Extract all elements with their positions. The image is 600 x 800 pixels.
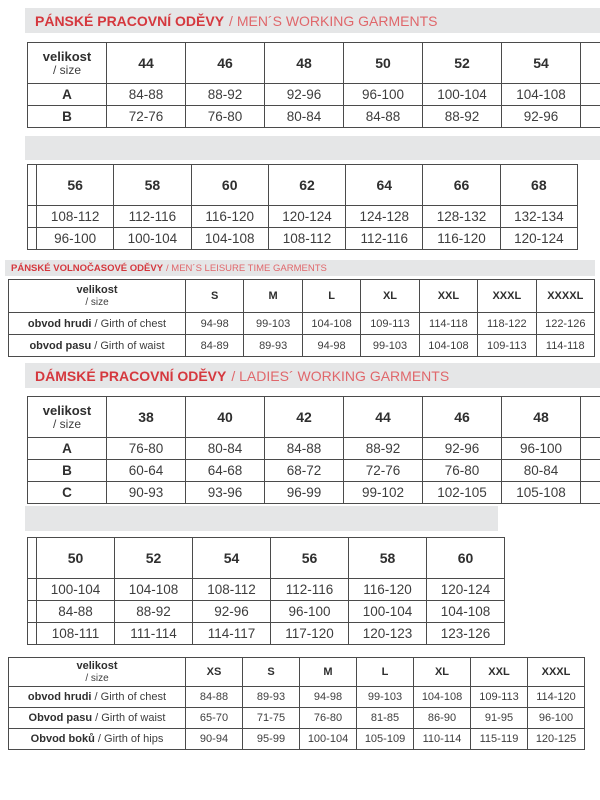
- section-title-rest: / LADIES´ WORKING GARMENTS: [231, 367, 450, 384]
- row-label-bold: obvod hrudi: [27, 317, 92, 330]
- size-column-header: L: [302, 280, 360, 313]
- size-range-cell: 94-98: [300, 687, 357, 708]
- table-header: [9, 658, 585, 687]
- size-label-line: velikost: [42, 49, 92, 64]
- size-range-cell: 88-92: [423, 106, 502, 128]
- size-range-cell: 111-114: [115, 623, 193, 645]
- cut-column-sliver: [28, 601, 37, 623]
- section-title-bold: DÁMSKÉ PRACOVNÍ ODĚVY: [35, 367, 227, 384]
- table-row: [28, 460, 600, 482]
- size-label-header: [28, 43, 107, 84]
- size-range-cell: 84-88: [265, 438, 344, 460]
- size-column-header: 62: [268, 165, 345, 206]
- table-header: [28, 397, 600, 438]
- size-range-cell: 112-116: [346, 228, 423, 250]
- size-range-cell: 95-99: [243, 729, 300, 750]
- size-column-header: 48: [502, 397, 581, 438]
- size-range-cell: 115-119: [471, 729, 528, 750]
- row-label-rest: / Girth of chest: [91, 691, 167, 703]
- size-range-cell: 96-100: [344, 84, 423, 106]
- size-range-cell: 99-103: [244, 313, 302, 335]
- size-column-header: 60: [191, 165, 268, 206]
- row-label-rest: / Girth of chest: [91, 317, 167, 330]
- mens-working-sizes-table-56-68: [27, 164, 578, 250]
- size-column-header: 68: [500, 165, 577, 206]
- ladies-working-table-1-clip: [27, 396, 600, 504]
- size-column-header: XXL: [471, 658, 528, 687]
- size-column-header: XXXXL: [536, 280, 594, 313]
- size-range-cell: 123-126: [427, 623, 505, 645]
- size-label-line: velikost: [76, 284, 118, 296]
- size-range-cell: 99-102: [344, 482, 423, 504]
- mens-working-sizes-table-44-54: [27, 42, 600, 128]
- section-title-bold: PÁNSKÉ PRACOVNÍ ODĚVY: [35, 12, 225, 29]
- size-range-cell: 84-89: [186, 335, 244, 357]
- size-column-header: XXXL: [478, 280, 536, 313]
- table-header: [28, 165, 578, 206]
- separator-band-mens: [25, 136, 600, 160]
- table-row: [9, 687, 585, 708]
- size-range-cell: 76-80: [300, 708, 357, 729]
- size-range-cell: 96-100: [271, 601, 349, 623]
- size-range-cell: 96-100: [502, 438, 581, 460]
- size-range-cell: 84-88: [186, 687, 243, 708]
- ladies-working-sizes-table-50-60: [27, 537, 505, 645]
- size-label-line: / size: [52, 417, 81, 431]
- size-column-header: 58: [349, 538, 427, 579]
- size-range-cell: 120-125: [528, 729, 585, 750]
- size-range-cell: 117-120: [271, 623, 349, 645]
- mens-leisure-sizes-table: [8, 279, 595, 357]
- size-range-cell: 110-114: [414, 729, 471, 750]
- size-range-cell: 60-64: [107, 460, 186, 482]
- table-row: [28, 438, 600, 460]
- row-label: B: [28, 106, 107, 128]
- size-range-cell: 100-104: [349, 601, 427, 623]
- size-range-cell: 65-70: [186, 708, 243, 729]
- size-range-cell: 84-88: [107, 84, 186, 106]
- table-body: [28, 84, 600, 128]
- size-range-cell: 100-104: [300, 729, 357, 750]
- size-range-cell: 76-80: [186, 106, 265, 128]
- size-range-cell: 116-120: [349, 579, 427, 601]
- section-title-ladies-working: [25, 363, 600, 388]
- size-range-cell: 122-126: [536, 313, 594, 335]
- table-row: [28, 106, 600, 128]
- size-range-cell: 88-92: [186, 84, 265, 106]
- cut-column-sliver: [28, 623, 37, 645]
- size-range-cell: 104-108: [419, 335, 477, 357]
- row-label: [9, 313, 186, 335]
- size-range-cell: 96-100: [528, 708, 585, 729]
- size-column-header: XXL: [419, 280, 477, 313]
- separator-band-ladies: [25, 506, 498, 531]
- size-range-cell: 81-85: [357, 708, 414, 729]
- size-range-cell: 91-95: [471, 708, 528, 729]
- size-column-header: M: [244, 280, 302, 313]
- size-range-cell: 100-104: [114, 228, 191, 250]
- size-range-cell: 120-123: [349, 623, 427, 645]
- size-column-header: XXXL: [528, 658, 585, 687]
- header-row: [28, 43, 600, 84]
- size-range-cell: 99-103: [357, 687, 414, 708]
- size-range-cell: 93-96: [186, 482, 265, 504]
- row-label-rest: / Girth of waist: [92, 712, 166, 724]
- size-range-cell: 114-118: [536, 335, 594, 357]
- cut-column-partial: [581, 460, 600, 482]
- cut-column-sliver: [28, 165, 37, 206]
- size-range-cell: 102-105: [423, 482, 502, 504]
- size-range-cell: 68-72: [265, 460, 344, 482]
- cut-column-partial: [581, 397, 600, 438]
- row-label-bold: Obvod pasu: [28, 712, 93, 724]
- ladies-measurements-table: [8, 657, 585, 750]
- size-range-cell: 112-116: [271, 579, 349, 601]
- size-column-header: 58: [114, 165, 191, 206]
- size-range-cell: 104-108: [302, 313, 360, 335]
- size-range-cell: 116-120: [423, 228, 500, 250]
- size-range-cell: 104-108: [427, 601, 505, 623]
- header-row: [28, 538, 505, 579]
- size-range-cell: 84-88: [344, 106, 423, 128]
- size-range-cell: 104-108: [414, 687, 471, 708]
- size-range-cell: 90-93: [107, 482, 186, 504]
- table-row: [28, 482, 600, 504]
- size-column-header: 46: [423, 397, 502, 438]
- size-column-header: 44: [344, 397, 423, 438]
- size-range-cell: 109-113: [478, 335, 536, 357]
- size-label-header: [9, 658, 186, 687]
- table-row: [9, 729, 585, 750]
- size-column-header: 56: [37, 165, 114, 206]
- cut-column-sliver: [28, 228, 37, 250]
- row-label: [9, 729, 186, 750]
- size-range-cell: 99-103: [361, 335, 419, 357]
- size-range-cell: 90-94: [186, 729, 243, 750]
- size-range-cell: 120-124: [268, 206, 345, 228]
- size-column-header: 52: [423, 43, 502, 84]
- header-row: [28, 165, 578, 206]
- ladies-working-sizes-table-38-48: [27, 396, 600, 504]
- size-range-cell: 71-75: [243, 708, 300, 729]
- size-range-cell: 72-76: [107, 106, 186, 128]
- size-column-header: 52: [115, 538, 193, 579]
- size-column-header: 56: [271, 538, 349, 579]
- size-range-cell: 92-96: [193, 601, 271, 623]
- size-column-header: XL: [361, 280, 419, 313]
- row-label-bold: obvod hrudi: [27, 691, 92, 703]
- row-label-rest: / Girth of hips: [94, 733, 164, 745]
- row-label: [9, 335, 186, 357]
- cut-column-partial: [581, 438, 600, 460]
- size-range-cell: 104-108: [191, 228, 268, 250]
- size-range-cell: 64-68: [186, 460, 265, 482]
- table-row: [9, 335, 595, 357]
- size-column-header: 50: [344, 43, 423, 84]
- size-column-header: 38: [107, 397, 186, 438]
- size-label-line: / size: [52, 63, 81, 77]
- size-range-cell: 96-100: [37, 228, 114, 250]
- table-row: [28, 206, 578, 228]
- table-row: [28, 228, 578, 250]
- size-column-header: 48: [265, 43, 344, 84]
- row-label: C: [28, 482, 107, 504]
- table-body: [28, 579, 505, 645]
- row-label-bold: obvod pasu: [29, 339, 92, 352]
- size-range-cell: 114-120: [528, 687, 585, 708]
- size-range-cell: 88-92: [344, 438, 423, 460]
- size-range-cell: 109-113: [471, 687, 528, 708]
- size-range-cell: 124-128: [346, 206, 423, 228]
- size-range-cell: 114-117: [193, 623, 271, 645]
- size-range-cell: 105-109: [357, 729, 414, 750]
- size-range-cell: 104-108: [115, 579, 193, 601]
- size-range-cell: 84-88: [37, 601, 115, 623]
- table-header: [28, 538, 505, 579]
- size-range-cell: 108-112: [37, 206, 114, 228]
- size-column-header: 60: [427, 538, 505, 579]
- header-row: [28, 397, 600, 438]
- table-row: [9, 313, 595, 335]
- size-range-cell: 112-116: [114, 206, 191, 228]
- size-range-cell: 100-104: [37, 579, 115, 601]
- size-range-cell: 86-90: [414, 708, 471, 729]
- size-range-cell: 96-99: [265, 482, 344, 504]
- size-range-cell: 105-108: [502, 482, 581, 504]
- size-range-cell: 118-122: [478, 313, 536, 335]
- header-row: [9, 658, 585, 687]
- size-range-cell: 80-84: [186, 438, 265, 460]
- row-label-bold: Obvod boků: [30, 733, 95, 745]
- table-row: [28, 623, 505, 645]
- size-range-cell: 72-76: [344, 460, 423, 482]
- size-column-header: S: [243, 658, 300, 687]
- size-column-header: XL: [414, 658, 471, 687]
- cut-column-sliver: [28, 538, 37, 579]
- size-column-header: L: [357, 658, 414, 687]
- row-label: B: [28, 460, 107, 482]
- size-label-header: [9, 280, 186, 313]
- size-range-cell: 92-96: [265, 84, 344, 106]
- mens-working-table-1-clip: [27, 42, 600, 128]
- size-range-cell: 120-124: [500, 228, 577, 250]
- table-row: [28, 579, 505, 601]
- size-label-line: velikost: [42, 403, 92, 418]
- cut-column-sliver: [28, 579, 37, 601]
- cut-column-sliver: [28, 206, 37, 228]
- size-column-header: 66: [423, 165, 500, 206]
- size-range-cell: 94-98: [186, 313, 244, 335]
- section-title-rest: / MEN´S LEISURE TIME GARMENTS: [166, 262, 327, 274]
- size-column-header: 46: [186, 43, 265, 84]
- section-title-mens-leisure: [5, 260, 595, 276]
- size-column-header: S: [186, 280, 244, 313]
- section-title-mens-working: [25, 8, 600, 33]
- cut-column-partial: [581, 106, 600, 128]
- row-label: [9, 708, 186, 729]
- header-row: [9, 280, 595, 313]
- size-column-header: 40: [186, 397, 265, 438]
- row-label: [9, 687, 186, 708]
- cut-column-partial: [581, 84, 600, 106]
- size-range-cell: 132-134: [500, 206, 577, 228]
- size-range-cell: 89-93: [243, 687, 300, 708]
- size-range-cell: 80-84: [502, 460, 581, 482]
- size-column-header: 64: [346, 165, 423, 206]
- size-range-cell: 109-113: [361, 313, 419, 335]
- row-label-rest: / Girth of waist: [91, 339, 165, 352]
- size-label-line: / size: [85, 297, 109, 308]
- size-label-line: velikost: [76, 660, 118, 672]
- size-range-cell: 92-96: [423, 438, 502, 460]
- size-column-header: 54: [193, 538, 271, 579]
- table-header: [9, 280, 595, 313]
- table-body: [9, 687, 585, 750]
- size-range-cell: 108-112: [193, 579, 271, 601]
- size-range-cell: 108-111: [37, 623, 115, 645]
- table-row: [28, 84, 600, 106]
- size-column-header: XS: [186, 658, 243, 687]
- table-header: [28, 43, 600, 84]
- cut-column-partial: [581, 43, 600, 84]
- size-label-line: / size: [85, 673, 109, 684]
- table-body: [28, 438, 600, 504]
- size-column-header: 44: [107, 43, 186, 84]
- row-label: A: [28, 84, 107, 106]
- size-column-header: 50: [37, 538, 115, 579]
- size-range-cell: 76-80: [107, 438, 186, 460]
- size-range-cell: 94-98: [302, 335, 360, 357]
- size-label-header: [28, 397, 107, 438]
- table-row: [9, 708, 585, 729]
- size-range-cell: 89-93: [244, 335, 302, 357]
- size-range-cell: 116-120: [191, 206, 268, 228]
- size-range-cell: 128-132: [423, 206, 500, 228]
- cut-column-partial: [581, 482, 600, 504]
- size-range-cell: 104-108: [502, 84, 581, 106]
- size-column-header: 54: [502, 43, 581, 84]
- table-row: [28, 601, 505, 623]
- size-range-cell: 88-92: [115, 601, 193, 623]
- row-label: A: [28, 438, 107, 460]
- size-range-cell: 92-96: [502, 106, 581, 128]
- size-range-cell: 114-118: [419, 313, 477, 335]
- size-range-cell: 108-112: [268, 228, 345, 250]
- table-body: [28, 206, 578, 250]
- size-column-header: M: [300, 658, 357, 687]
- size-range-cell: 80-84: [265, 106, 344, 128]
- section-title-rest: / MEN´S WORKING GARMENTS: [229, 12, 438, 29]
- size-range-cell: 120-124: [427, 579, 505, 601]
- size-column-header: 42: [265, 397, 344, 438]
- size-range-cell: 76-80: [423, 460, 502, 482]
- size-range-cell: 100-104: [423, 84, 502, 106]
- table-body: [9, 313, 595, 357]
- section-title-bold: PÁNSKÉ VOLNOČASOVÉ ODĚVY: [11, 262, 164, 274]
